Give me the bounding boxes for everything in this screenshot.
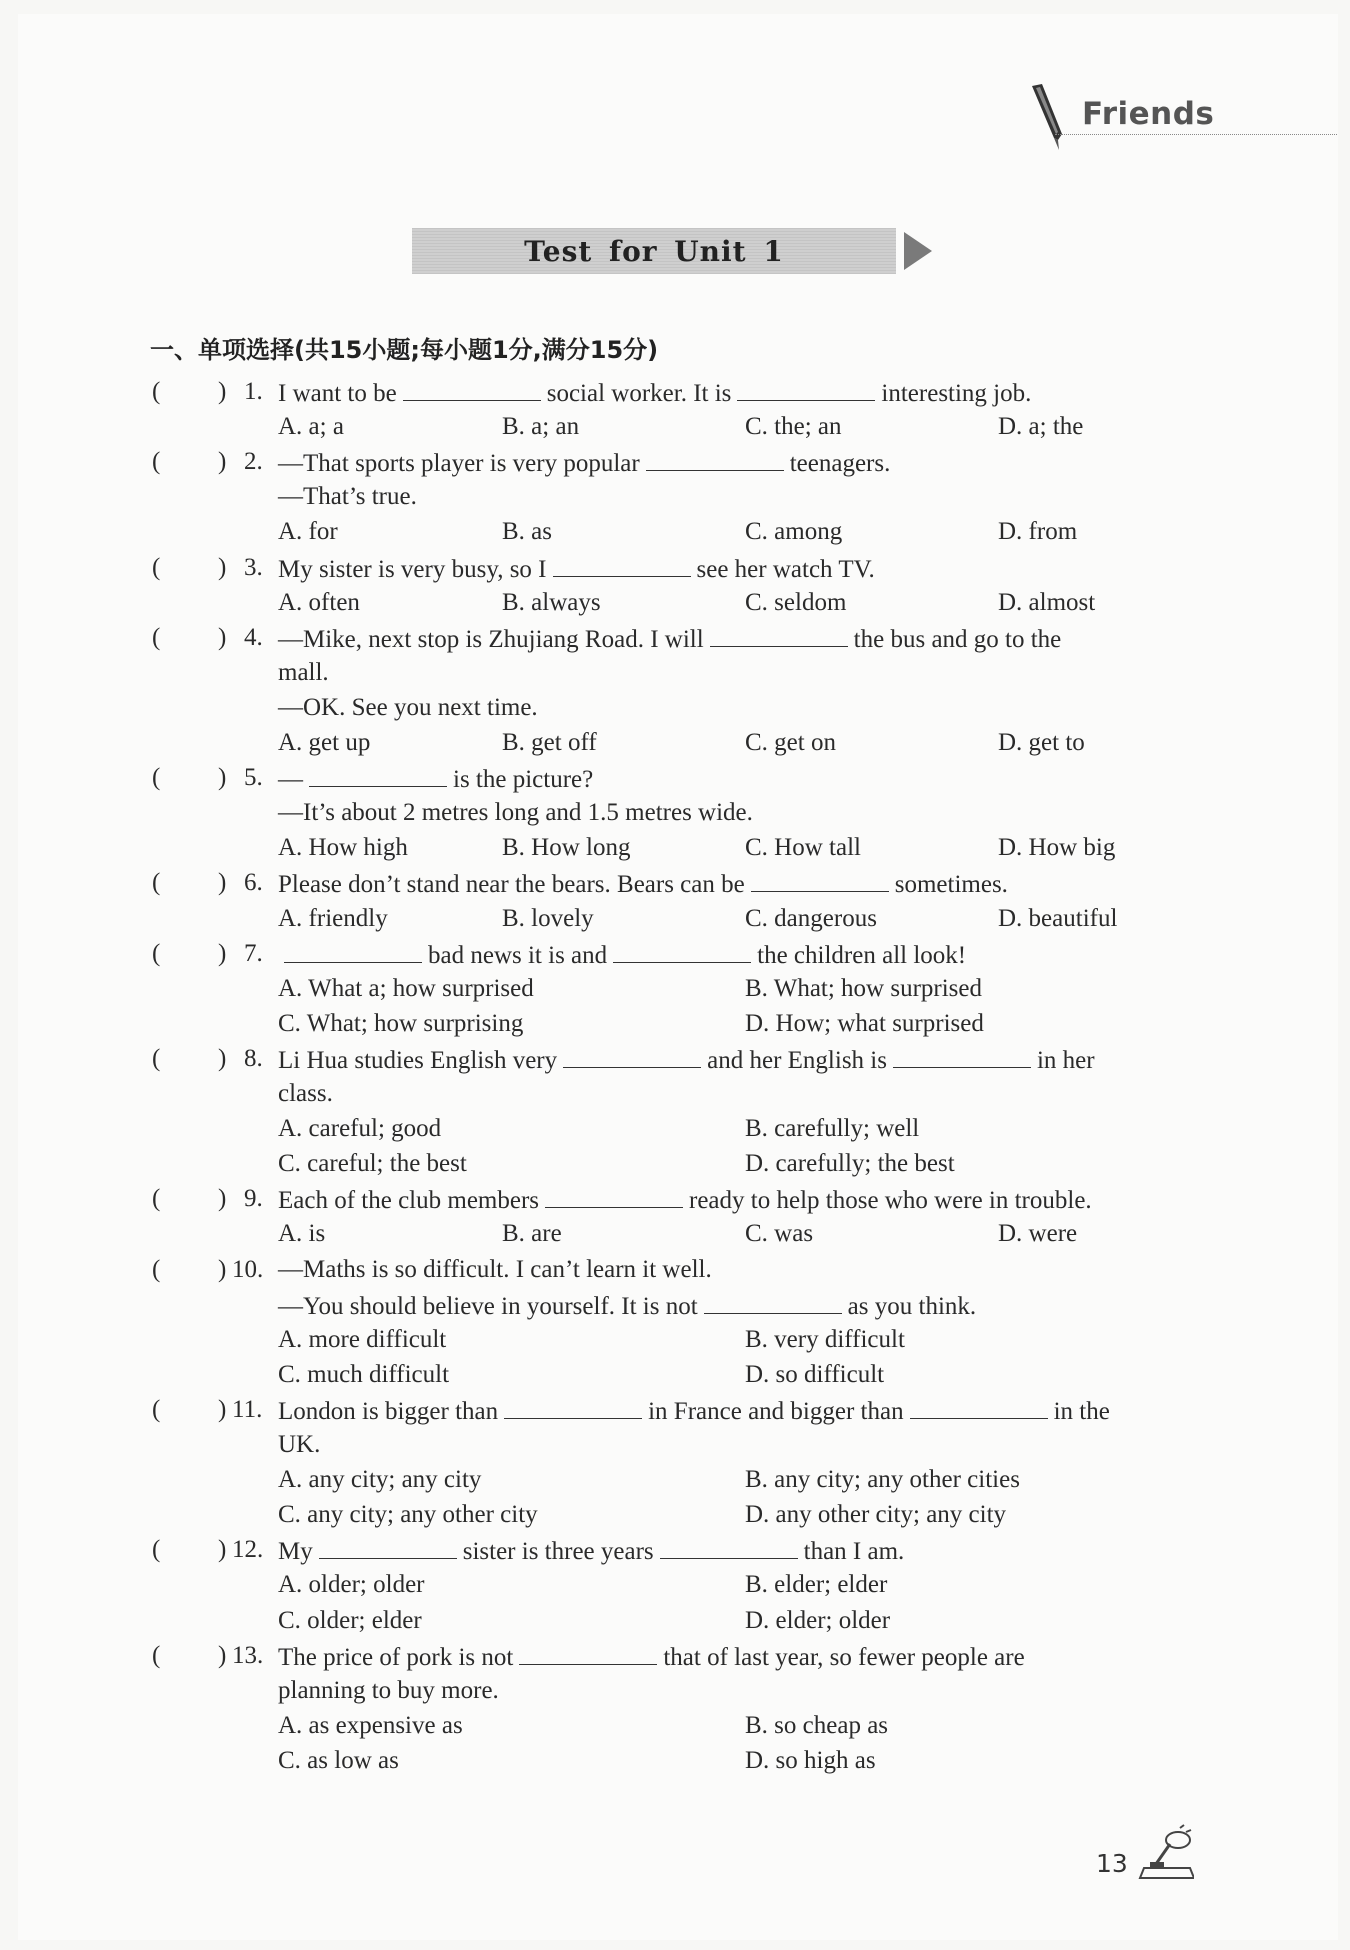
answer-blank[interactable]: [613, 936, 751, 963]
answer-slot[interactable]: [170, 936, 214, 971]
answer-blank[interactable]: [710, 620, 848, 647]
answer-bracket-close: ): [218, 1536, 227, 1563]
answer-option[interactable]: D. were: [998, 1220, 1078, 1247]
answer-option[interactable]: C. dangerous: [745, 905, 877, 932]
answer-option[interactable]: A. How high: [278, 834, 408, 861]
answer-blank[interactable]: [751, 865, 889, 892]
question-number: 5.: [244, 764, 263, 791]
answer-bracket-close: ): [218, 624, 227, 651]
question-stem: [278, 374, 1031, 409]
answer-blank[interactable]: [563, 1041, 701, 1068]
answer-option[interactable]: B. What; how surprised: [745, 975, 983, 1002]
header-rule: [1055, 134, 1337, 135]
question-text: —Mike, next stop is Zhujiang Road. I will: [278, 626, 704, 653]
answer-option[interactable]: A. any city; any city: [278, 1466, 482, 1493]
answer-bracket-close: ): [218, 869, 227, 896]
question-number: 10.: [232, 1256, 264, 1283]
question-stem-cont: —That’s true.: [278, 483, 417, 510]
answer-bracket-open: (: [152, 378, 161, 405]
answer-blank[interactable]: [910, 1392, 1048, 1419]
answer-option[interactable]: C. was: [745, 1220, 814, 1247]
answer-option[interactable]: C. the; an: [745, 413, 842, 440]
question-stem-cont: planning to buy more.: [278, 1677, 499, 1704]
answer-option[interactable]: C. as low as: [278, 1747, 399, 1774]
question-number: 6.: [244, 869, 263, 896]
answer-bracket-open: (: [152, 1642, 161, 1669]
question-stem: [278, 1638, 1025, 1673]
answer-slot[interactable]: [170, 550, 214, 585]
test-banner: Test for Unit 1: [412, 228, 896, 274]
question-stem: [278, 1252, 712, 1287]
answer-slot[interactable]: [170, 1041, 214, 1076]
unit-title: Friends: [1082, 96, 1215, 132]
answer-option[interactable]: C. seldom: [745, 589, 847, 616]
question-stem: [278, 760, 593, 795]
question-text: ready to help those who were in trouble.: [689, 1187, 1092, 1214]
answer-option[interactable]: B. so cheap as: [745, 1712, 889, 1739]
question-text: London is bigger than: [278, 1398, 499, 1425]
question-text: interesting job.: [881, 380, 1032, 407]
answer-option[interactable]: B. any city; any other cities: [745, 1466, 1020, 1493]
question-number: 9.: [244, 1185, 263, 1212]
question-stem: [278, 620, 1061, 655]
answer-bracket-close: ): [218, 378, 227, 405]
answer-bracket-open: (: [152, 764, 161, 791]
answer-option[interactable]: D. beautiful: [998, 905, 1118, 932]
section-heading: 一、单项选择(共15小题;每小题1分,满分15分): [150, 336, 659, 364]
question-number: 11.: [232, 1396, 263, 1423]
question-stem: [278, 1532, 904, 1567]
answer-option[interactable]: D. any other city; any city: [745, 1501, 1007, 1528]
pen-icon: [1028, 82, 1070, 152]
answer-option[interactable]: D. from: [998, 518, 1078, 545]
question-stem: [278, 550, 875, 585]
answer-slot[interactable]: [170, 1181, 214, 1216]
answer-option[interactable]: B. lovely: [502, 905, 594, 932]
question-text: The price of pork is not: [278, 1644, 514, 1671]
answer-slot[interactable]: [170, 374, 214, 409]
answer-slot[interactable]: [170, 1532, 214, 1567]
answer-option[interactable]: D. get to: [998, 729, 1085, 756]
answer-bracket-close: ): [218, 554, 227, 581]
answer-option[interactable]: B. elder; elder: [745, 1571, 888, 1598]
question-text: that of last year, so fewer people are: [663, 1644, 1025, 1671]
answer-option[interactable]: A. for: [278, 518, 338, 545]
answer-option[interactable]: A. careful; good: [278, 1115, 442, 1142]
question-text: —You should believe in yourself. It is not: [278, 1293, 698, 1320]
answer-option[interactable]: C. get on: [745, 729, 836, 756]
answer-option[interactable]: A. What a; how surprised: [278, 975, 534, 1002]
answer-option[interactable]: A. friendly: [278, 905, 388, 932]
answer-bracket-close: ): [218, 1185, 227, 1212]
answer-slot[interactable]: [170, 1252, 214, 1287]
answer-bracket-close: ): [218, 448, 227, 475]
answer-option[interactable]: D. elder; older: [745, 1607, 891, 1634]
answer-option[interactable]: D. almost: [998, 589, 1096, 616]
answer-bracket-open: (: [152, 624, 161, 651]
question-stem-cont: UK.: [278, 1431, 321, 1458]
answer-bracket-close: ): [218, 1396, 227, 1423]
banner-arrow-icon: [904, 232, 932, 270]
question-text: and her English is: [707, 1047, 887, 1074]
answer-blank[interactable]: [737, 374, 875, 401]
question-text: bad news it is and: [428, 942, 608, 969]
question-stem: [278, 1181, 1092, 1216]
question-stem-cont: —OK. See you next time.: [278, 694, 538, 721]
answer-bracket-open: (: [152, 1536, 161, 1563]
answer-blank[interactable]: [309, 760, 447, 787]
question-text: sometimes.: [894, 871, 1008, 898]
answer-slot[interactable]: [170, 444, 214, 479]
question-text: in the: [1053, 1398, 1110, 1425]
answer-option[interactable]: B. are: [502, 1220, 562, 1247]
answer-option[interactable]: B. carefully; well: [745, 1115, 920, 1142]
question-text: sister is three years: [462, 1538, 654, 1565]
answer-option[interactable]: B. get off: [502, 729, 597, 756]
answer-blank[interactable]: [545, 1181, 683, 1208]
question-number: 8.: [244, 1045, 263, 1072]
question-text: I want to be: [278, 380, 397, 407]
answer-blank[interactable]: [553, 550, 691, 577]
question-text: Li Hua studies English very: [278, 1047, 558, 1074]
answer-bracket-open: (: [152, 869, 161, 896]
question-text: as you think.: [847, 1293, 977, 1320]
question-stem-cont: class.: [278, 1080, 333, 1107]
answer-bracket-open: (: [152, 1185, 161, 1212]
question-text: —That sports player is very popular: [278, 450, 640, 477]
answer-slot[interactable]: [170, 1392, 214, 1427]
question-number: 7.: [244, 940, 263, 967]
answer-option[interactable]: A. get up: [278, 729, 371, 756]
answer-bracket-open: (: [152, 554, 161, 581]
answer-slot[interactable]: [170, 865, 214, 900]
answer-option[interactable]: C. any city; any other city: [278, 1501, 538, 1528]
question-text: My: [278, 1538, 313, 1565]
answer-option[interactable]: B. very difficult: [745, 1326, 905, 1353]
question-text: the children all look!: [757, 942, 967, 969]
question-stem: [278, 1392, 1110, 1427]
question-text: —: [278, 766, 303, 793]
answer-option[interactable]: B. How long: [502, 834, 631, 861]
answer-bracket-close: ): [218, 1642, 227, 1669]
answer-bracket-open: (: [152, 1396, 161, 1423]
question-number: 3.: [244, 554, 263, 581]
question-stem: [278, 865, 1008, 900]
question-number: 13.: [232, 1642, 264, 1669]
question-text: —Maths is so difficult. I can’t learn it well.: [278, 1256, 712, 1283]
question-text: is the picture?: [453, 766, 594, 793]
answer-option[interactable]: B. as: [502, 518, 552, 545]
question-text: My sister is very busy, so I: [278, 556, 547, 583]
answer-option[interactable]: C. among: [745, 518, 843, 545]
answer-bracket-open: (: [152, 1045, 161, 1072]
answer-bracket-close: ): [218, 1256, 227, 1283]
question-text: Please don’t stand near the bears. Bears can be: [278, 871, 745, 898]
answer-option[interactable]: A. often: [278, 589, 360, 616]
answer-option[interactable]: A. as expensive as: [278, 1712, 463, 1739]
answer-bracket-close: ): [218, 940, 227, 967]
answer-blank[interactable]: [319, 1532, 457, 1559]
desk-lamp-icon: [1134, 1824, 1194, 1880]
answer-slot[interactable]: [170, 1638, 214, 1673]
page-number: 13: [1096, 1849, 1128, 1878]
question-text: than I am.: [803, 1538, 905, 1565]
question-number: 1.: [244, 378, 263, 405]
answer-option[interactable]: A. is: [278, 1220, 326, 1247]
answer-option[interactable]: A. more difficult: [278, 1326, 447, 1353]
answer-option[interactable]: D. so difficult: [745, 1361, 885, 1388]
question-number: 2.: [244, 448, 263, 475]
answer-blank[interactable]: [284, 936, 422, 963]
answer-slot[interactable]: [170, 620, 214, 655]
question-stem-cont: mall.: [278, 659, 329, 686]
answer-option[interactable]: D. a; the: [998, 413, 1084, 440]
answer-option[interactable]: B. a; an: [502, 413, 580, 440]
answer-blank[interactable]: [403, 374, 541, 401]
answer-bracket-close: ): [218, 764, 227, 791]
question-text: see her watch TV.: [696, 556, 875, 583]
answer-option[interactable]: C. careful; the best: [278, 1150, 467, 1177]
answer-option[interactable]: D. so high as: [745, 1747, 876, 1774]
answer-bracket-close: ): [218, 1045, 227, 1072]
question-text: social worker. It is: [546, 380, 732, 407]
question-stem-cont: [278, 1287, 976, 1322]
question-stem-cont: —It’s about 2 metres long and 1.5 metres wide.: [278, 799, 753, 826]
question-text: in her: [1036, 1047, 1095, 1074]
question-text: Each of the club members: [278, 1187, 540, 1214]
answer-option[interactable]: C. What; how surprising: [278, 1010, 524, 1037]
answer-bracket-open: (: [152, 940, 161, 967]
answer-option[interactable]: C. How tall: [745, 834, 861, 861]
answer-slot[interactable]: [170, 760, 214, 795]
question-stem: [278, 444, 890, 479]
answer-option[interactable]: C. much difficult: [278, 1361, 450, 1388]
answer-blank[interactable]: [660, 1532, 798, 1559]
answer-option[interactable]: A. a; a: [278, 413, 344, 440]
question-text: teenagers.: [789, 450, 891, 477]
answer-blank[interactable]: [519, 1638, 657, 1665]
question-stem: [278, 936, 966, 971]
question-text: in France and bigger than: [648, 1398, 904, 1425]
question-stem: [278, 1041, 1095, 1076]
answer-option[interactable]: B. always: [502, 589, 601, 616]
answer-option[interactable]: C. older; elder: [278, 1607, 422, 1634]
answer-option[interactable]: D. carefully; the best: [745, 1150, 955, 1177]
answer-option[interactable]: A. older; older: [278, 1571, 425, 1598]
answer-blank[interactable]: [704, 1287, 842, 1314]
answer-option[interactable]: D. How; what surprised: [745, 1010, 984, 1037]
question-number: 12.: [232, 1536, 264, 1563]
answer-blank[interactable]: [504, 1392, 642, 1419]
answer-blank[interactable]: [646, 444, 784, 471]
question-text: the bus and go to the: [853, 626, 1062, 653]
answer-bracket-open: (: [152, 1256, 161, 1283]
answer-blank[interactable]: [893, 1041, 1031, 1068]
answer-option[interactable]: D. How big: [998, 834, 1116, 861]
answer-bracket-open: (: [152, 448, 161, 475]
question-number: 4.: [244, 624, 263, 651]
